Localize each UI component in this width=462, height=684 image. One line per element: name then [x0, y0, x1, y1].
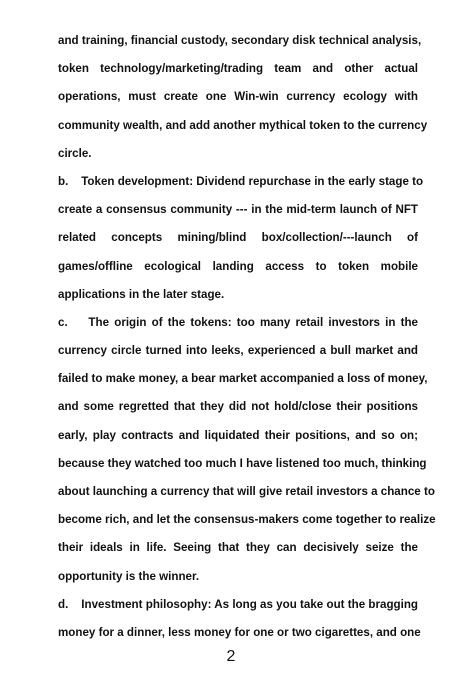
- text-line: games/offline ecological landing access to token mobile: [58, 259, 418, 273]
- text-line: currency circle turned into leeks, experienced a bull market and: [58, 344, 418, 358]
- text-line: and some regretted that they did not hold/close their positions: [58, 400, 418, 414]
- page-number: 2: [226, 648, 236, 665]
- text-line: create a consensus community --- in the mid-term launch of NFT: [58, 203, 418, 217]
- text-line: failed to make money, a bear market accompanied a loss of money,: [58, 372, 428, 386]
- text-line: circle.: [58, 146, 92, 160]
- text-line: token technology/marketing/trading team and other actual: [58, 62, 418, 76]
- text-line: applications in the later stage.: [58, 287, 225, 301]
- text-line: become rich, and let the consensus-makers come together to realize: [58, 513, 436, 527]
- text-line: because they watched too much I have listened too much, thinking: [58, 456, 427, 470]
- text-line: related concepts mining/blind box/collection/---launch of: [58, 231, 418, 245]
- text-line: their ideals in life. Seeing that they can decisively seize the: [58, 541, 418, 555]
- list-item-c-heading: c. The origin of the tokens: too many retail investors in the: [58, 315, 418, 329]
- text-line: operations, must create one Win-win currency ecology with: [58, 90, 418, 104]
- text-line: opportunity is the winner.: [58, 569, 200, 583]
- list-item-b-heading: b. Token development: Dividend repurchase in the early stage to: [58, 174, 424, 188]
- text-line: and training, financial custody, secondary disk technical analysis,: [58, 34, 422, 47]
- text-line: early, play contracts and liquidated their positions, and so on;: [58, 428, 418, 442]
- text-line: community wealth, and add another mythical token to the currency: [58, 118, 428, 132]
- list-item-d-heading: d. Investment philosophy: As long as you take out the bragging: [58, 597, 418, 611]
- text-line: money for a dinner, less money for one or two cigarettes, and one: [58, 625, 421, 639]
- text-line: about launching a currency that will give retail investors a chance to: [58, 485, 435, 498]
- body-text: [58, 27, 436, 647]
